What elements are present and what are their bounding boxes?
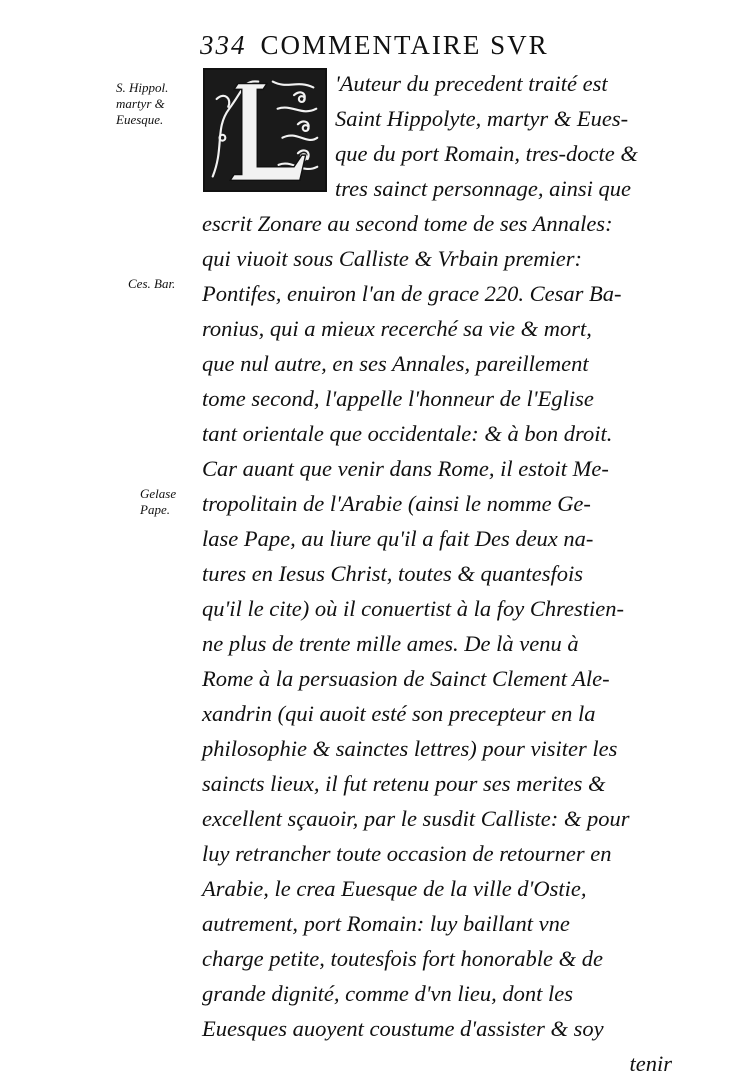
text-line: tropolitain de l'Arabie (ainsi le nomme Ge-	[202, 491, 591, 516]
text-line: luy retrancher toute occasion de retourner en	[202, 841, 612, 866]
text-line: escrit Zonare au second tome de ses Annales:	[202, 211, 613, 236]
margin-note	[116, 80, 168, 128]
page-number: 334	[200, 30, 247, 60]
text-line: Arabie, le crea Euesque de la ville d'Ostie,	[202, 876, 587, 901]
text-line: xandrin (qui auoit esté son precepteur en la	[202, 701, 596, 726]
text-line: qu'il le cite) où il conuertist à la foy Chrestien-	[202, 596, 625, 621]
text-line: excellent sçauoir, par le susdit Calliste: & pour	[202, 806, 630, 831]
margin-note	[128, 276, 175, 292]
text-line: Rome à la persuasion de Sainct Clement Ale-	[202, 666, 610, 691]
margin-note-line: Euesque.	[116, 112, 164, 127]
margin-note-line: Ces. Bar.	[128, 276, 176, 291]
text-line: Pontifes, enuiron l'an de grace 220. Cesar Ba-	[202, 281, 622, 306]
text-line: qui viuoit sous Calliste & Vrbain premier:	[202, 246, 582, 271]
text-line: tant orientale que occidentale: & à bon droit.	[202, 421, 613, 446]
text-line: tres sainct personnage, ainsi que	[335, 176, 632, 201]
text-line: Car auant que venir dans Rome, il estoit Me-	[202, 456, 609, 481]
text-line: autrement, port Romain: luy baillant vne	[202, 911, 570, 936]
margin-note-line: martyr &	[116, 96, 165, 111]
margin-note	[140, 486, 176, 518]
text-line: grande dignité, comme d'vn lieu, dont les	[202, 981, 573, 1006]
text-line: lase Pape, au liure qu'il a fait Des deux na-	[202, 526, 594, 551]
running-title: COMMENTAIRE SVR	[260, 30, 549, 60]
catchword: tenir	[629, 1051, 672, 1076]
text-line: Saint Hippolyte, martyr & Eues-	[335, 106, 629, 131]
text-line: tome second, l'appelle l'honneur de l'Eglise	[202, 386, 594, 411]
margin-note-line: S. Hippol.	[116, 80, 169, 95]
margin-note-line: Pape.	[140, 502, 170, 517]
text-line: Euesques auoyent coustume d'assister & soy	[202, 1016, 604, 1041]
text-line: que nul autre, en ses Annales, pareillement	[202, 351, 589, 376]
margin-note-line: Gelase	[140, 486, 177, 501]
running-header	[200, 30, 640, 66]
body-text	[202, 66, 672, 1081]
text-line: saincts lieux, il fut retenu pour ses merites &	[202, 771, 606, 796]
text-line: charge petite, toutesfois fort honorable & de	[202, 946, 603, 971]
text-line: que du port Romain, tres-docte &	[335, 141, 638, 166]
text-line: philosophie & sainctes lettres) pour visiter les	[202, 736, 618, 761]
text-line: 'Auteur du precedent traité est	[335, 71, 608, 96]
text-line: tures en Iesus Christ, toutes & quantesfois	[202, 561, 584, 586]
text-line: ne plus de trente mille ames. De là venu à	[202, 631, 579, 656]
text-line: ronius, qui a mieux recerché sa vie & mort,	[202, 316, 592, 341]
